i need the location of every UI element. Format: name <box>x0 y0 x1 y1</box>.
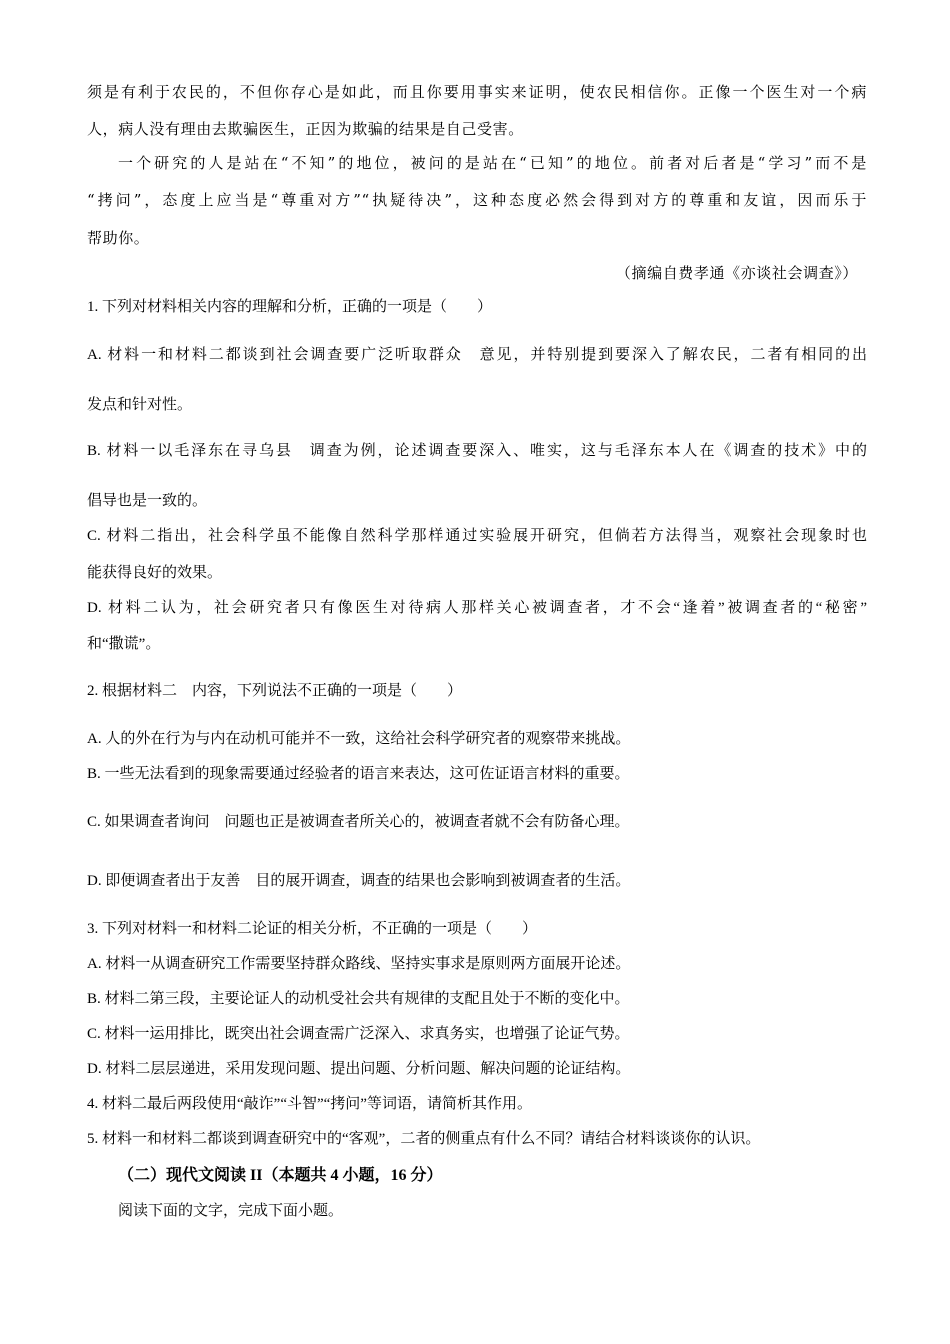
option-d: D. 材料二认为，社会研究者只有像医生对待病人那样关心被调查者，才不会“逢着”被调查者的“秘密” <box>87 600 867 616</box>
passage-line: “拷问”，态度上应当是“尊重对方”“执疑待决”，这种态度必然会得到对方的尊重和友谊，因而乐于 <box>87 191 867 209</box>
option-c: C. 如果调查者询问 问题也正是被调查者所关心的，被调查者就不会有防备心理。 <box>87 814 630 830</box>
section-heading: （二）现代文阅读 II（本题共 4 小题，16 分） <box>118 1167 443 1184</box>
question-stem: 1. 下列对材料相关内容的理解和分析，正确的一项是（ ） <box>87 299 493 315</box>
option-b: B. 材料一以毛泽东在寻乌县 调查为例，论述调查要深入、唯实，这与毛泽东本人在《调查的技术》中的 <box>87 443 867 459</box>
section-instruction: 阅读下面的文字，完成下面小题。 <box>118 1203 344 1219</box>
option-a: A. 材料一从调查研究工作需要坚持群众路线、坚持实事求是原则两方面展开论述。 <box>87 956 631 972</box>
option-b: B. 一些无法看到的现象需要通过经验者的语言来表达，这可佐证语言材料的重要。 <box>87 766 630 782</box>
option-c-cont: 能获得良好的效果。 <box>87 565 223 581</box>
option-d-cont: 和“撒谎”。 <box>87 636 161 652</box>
passage-source: （摘编自费孝通《亦谈社会调查》） <box>615 264 858 282</box>
option-a: A. 材料一和材料二都谈到社会调查要广泛听取群众 意见，并特别提到要深入了解农民，二者有相同的出 <box>87 347 867 363</box>
option-a: A. 人的外在行为与内在动机可能并不一致，这给社会科学研究者的观察带来挑战。 <box>87 731 631 747</box>
passage-line: 帮助你。 <box>87 229 150 247</box>
passage-line: 一个研究的人是站在“不知”的地位，被问的是站在“已知”的地位。前者对后者是“学习”而不是 <box>118 154 867 172</box>
question-stem: 3. 下列对材料一和材料二论证的相关分析，不正确的一项是（ ） <box>87 921 538 937</box>
passage-line: 人，病人没有理由去欺骗医生，正因为欺骗的结果是自己受害。 <box>87 120 524 138</box>
option-b-cont: 倡导也是一致的。 <box>87 493 208 509</box>
option-b: B. 材料二第三段，主要论证人的动机受社会共有规律的支配且处于不断的变化中。 <box>87 991 630 1007</box>
option-d: D. 即便调查者出于友善 目的展开调查，调查的结果也会影响到被调查者的生活。 <box>87 873 631 889</box>
question-5: 5. 材料一和材料二都谈到调查研究中的“客观”，二者的侧重点有什么不同？请结合材料谈谈你的认识。 <box>87 1131 761 1147</box>
question-stem: 2. 根据材料二 内容，下列说法不正确的一项是（ ） <box>87 683 463 699</box>
option-c: C. 材料一运用排比，既突出社会调查需广泛深入、求真务实，也增强了论证气势。 <box>87 1026 630 1042</box>
passage-line: 须是有利于农民的，不但你存心是如此，而且你要用事实来证明，使农民相信你。正像一个医生对一个病 <box>87 83 867 101</box>
option-a-cont: 发点和针对性。 <box>87 397 193 413</box>
question-4: 4. 材料二最后两段使用“敲诈”“斗智”“拷问”等词语，请简析其作用。 <box>87 1096 532 1112</box>
option-d: D. 材料二层层递进，采用发现问题、提出问题、分析问题、解决问题的论证结构。 <box>87 1061 631 1077</box>
option-c: C. 材料二指出，社会科学虽不能像自然科学那样通过实验展开研究，但倘若方法得当，观察社会现象时也 <box>87 528 867 544</box>
